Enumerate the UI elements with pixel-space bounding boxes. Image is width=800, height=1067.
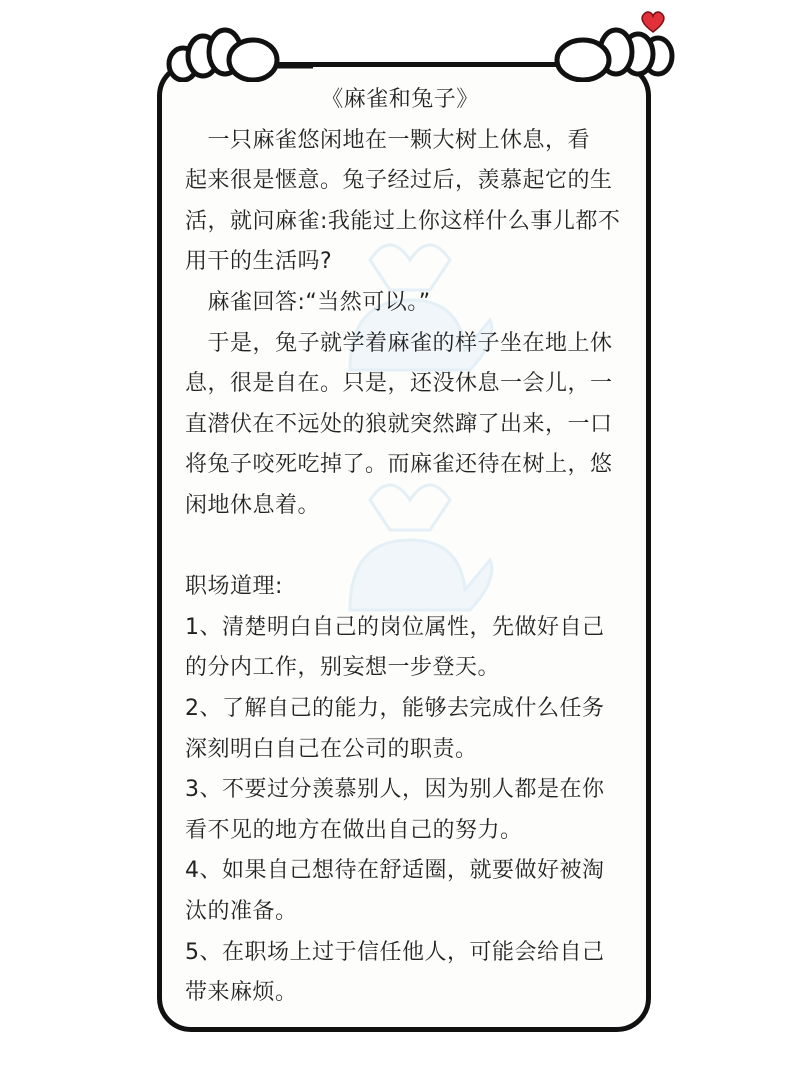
story-line: 直潜伏在不远处的狼就突然蹿了出来，一口 — [185, 411, 613, 437]
story-line: 于是，兔子就学着麻雀的样子坐在地上休 — [185, 330, 613, 356]
lesson-heading: 职场道理: — [185, 574, 283, 600]
story-line: 将兔子咬死吃掉了。而麻雀还待在树上，悠 — [185, 452, 613, 478]
lesson-line: 汰的准备。 — [185, 899, 298, 924]
lesson-line: 看不见的地方在做出自己的努力。 — [185, 817, 523, 843]
story-line: 用干的生活吗? — [185, 249, 333, 275]
whale-watermark-icon — [330, 470, 500, 620]
story-line: 起来很是惬意。兔子经过后，羡慕起它的生 — [185, 168, 613, 194]
lesson-line: 4、如果自己想待在舒适圈，就要做好被淘 — [185, 858, 605, 884]
lesson-line: 带来麻烦。 — [185, 980, 298, 1006]
story-title: 《麻雀和兔子》 — [321, 87, 479, 112]
lesson-line: 1、清楚明白自己的岗位属性，先做好自己 — [185, 614, 605, 640]
story-line: 闲地休息着。 — [185, 493, 321, 518]
story-line: 麻雀回答:“当然可以。” — [185, 290, 431, 315]
story-line: 息，很是自在。只是，还没休息一会儿，一 — [185, 371, 613, 397]
lesson-line: 3、不要过分羡慕别人，因为别人都是在你 — [185, 777, 605, 803]
story-line: 一只麻雀悠闲地在一颗大树上休息，看 — [185, 127, 591, 153]
story-line: 活，就问麻雀:我能过上你这样什么事儿都不 — [185, 208, 621, 234]
heart-icon — [640, 10, 666, 34]
lesson-line: 2、了解自己的能力，能够去完成什么任务 — [185, 696, 605, 721]
cartoon-hand-left-icon — [163, 16, 313, 82]
lesson-line: 的分内工作，别妄想一步登天。 — [185, 655, 501, 681]
lesson-line: 深刻明白自己在公司的职责。 — [185, 736, 478, 762]
lesson-line: 5、在职场上过于信任他人，可能会给自己 — [185, 939, 605, 965]
